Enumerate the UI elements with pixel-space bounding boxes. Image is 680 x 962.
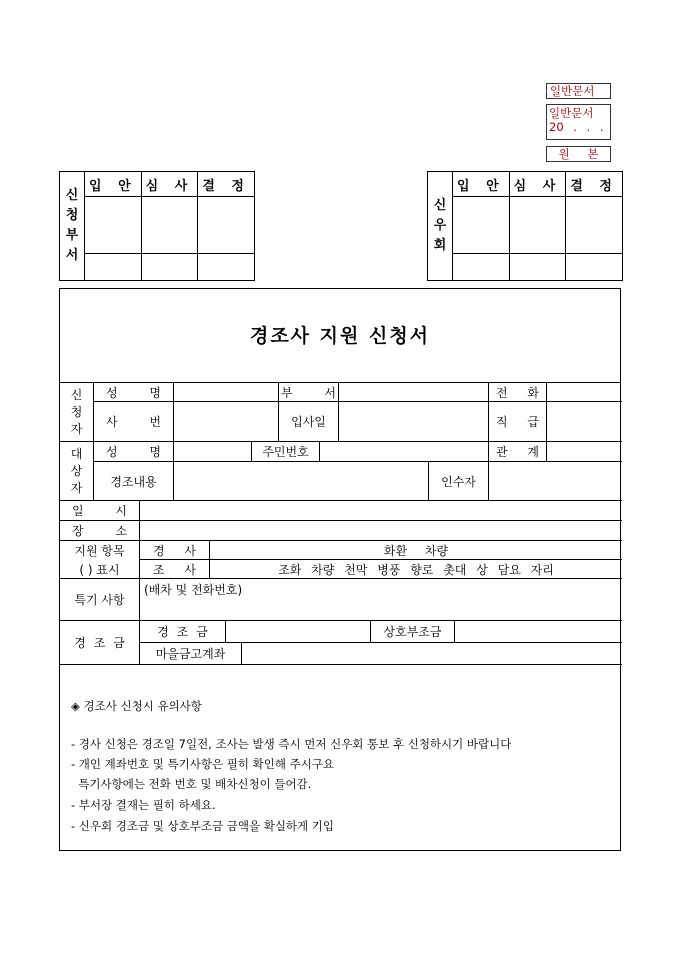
approval-box-fellowship <box>427 171 623 281</box>
applicant-position-field[interactable] <box>547 402 622 442</box>
approval-date-cell[interactable] <box>85 254 142 281</box>
original-stamp: 원 본 <box>546 146 611 162</box>
support-items-label: 지원 항목 <box>60 541 140 560</box>
target-receiver-label: 인수자 <box>429 462 489 501</box>
support-celebration-label: 경 사 <box>140 541 210 560</box>
target-receiver-field[interactable] <box>489 462 622 501</box>
approval-date-cell[interactable] <box>453 254 510 281</box>
general-doc-stamp-2: 일반문서 <box>549 106 594 120</box>
applicant-dept-label: 부 서 <box>279 383 339 402</box>
approval-side-label: 신 청 부 서 <box>60 172 85 281</box>
special-notes-hint: (배차 및 전화번호) <box>144 583 243 597</box>
note-line: - 개인 계좌번호 및 특기사항은 필히 확인해 주시구요 <box>71 757 335 771</box>
applicant-name-label: 성 명 <box>94 383 174 402</box>
target-relation-label: 관 계 <box>489 442 547 462</box>
target-relation-field[interactable] <box>547 442 622 462</box>
approval-sign-cell[interactable] <box>509 197 566 254</box>
mutual-aid-field[interactable] <box>455 621 622 643</box>
support-condolence-items[interactable]: 조화 차량 천막 병풍 향로 촛대 상 담요 자리 <box>210 560 622 579</box>
doc-date-stamp <box>546 104 611 140</box>
approval-header-draft: 입 안 <box>453 172 510 197</box>
approval-sign-cell[interactable] <box>566 197 623 254</box>
application-form <box>59 288 621 851</box>
approval-sign-cell[interactable] <box>453 197 510 254</box>
applicant-phone-label: 전 화 <box>489 383 547 402</box>
mutual-aid-label: 상호부조금 <box>371 621 455 643</box>
money-amount-label: 경 조 금 <box>140 621 226 643</box>
note-line: 특기사항에는 전화 번호 및 배차신청이 들어감. <box>71 777 312 791</box>
account-field[interactable] <box>242 643 622 665</box>
notes-section <box>60 676 620 852</box>
approval-sign-cell[interactable] <box>198 197 255 254</box>
general-doc-stamp: 일반문서 <box>546 83 611 99</box>
approval-header-draft: 입 안 <box>85 172 142 197</box>
place-label: 장 소 <box>60 521 140 541</box>
approval-date-cell[interactable] <box>198 254 255 281</box>
approval-header-review: 심 사 <box>141 172 198 197</box>
approval-date-cell[interactable] <box>141 254 198 281</box>
money-amount-field[interactable] <box>226 621 371 643</box>
note-line: - 부서장 결재는 필히 하세요. <box>71 798 216 812</box>
stamp-date: 20 . . . <box>549 120 604 134</box>
target-content-field[interactable] <box>174 462 429 501</box>
approval-header-decision: 결 정 <box>198 172 255 197</box>
applicant-joindate-label: 입사일 <box>279 402 339 442</box>
applicant-dept-field[interactable] <box>339 383 489 402</box>
target-content-label: 경조내용 <box>94 462 174 501</box>
applicant-empno-field[interactable] <box>174 402 279 442</box>
approval-sign-cell[interactable] <box>141 197 198 254</box>
account-label: 마을금고계좌 <box>140 643 242 665</box>
support-mark-label: ( ) 표시 <box>60 560 140 579</box>
datetime-field[interactable] <box>140 501 622 521</box>
applicant-joindate-field[interactable] <box>339 402 489 442</box>
target-name-field[interactable] <box>174 442 252 462</box>
approval-date-cell[interactable] <box>566 254 623 281</box>
approval-header-review: 심 사 <box>509 172 566 197</box>
approval-side-label: 신 우 회 <box>428 172 453 281</box>
support-condolence-label: 조 사 <box>140 560 210 579</box>
special-notes-label: 특기 사항 <box>60 579 140 621</box>
form-title: 경조사 지원 신청서 <box>60 289 620 383</box>
applicant-phone-field[interactable] <box>547 383 622 402</box>
place-field[interactable] <box>140 521 622 541</box>
approval-sign-cell[interactable] <box>85 197 142 254</box>
notes-heading: ◈ 경조사 신청시 유의사항 <box>71 699 202 713</box>
approval-header-decision: 결 정 <box>566 172 623 197</box>
applicant-empno-label: 사 번 <box>94 402 174 442</box>
applicant-label: 신 청 자 <box>60 383 94 442</box>
money-label: 경 조 금 <box>60 621 140 665</box>
approval-box-requesting-dept <box>59 171 255 281</box>
special-notes-field[interactable] <box>140 579 622 621</box>
note-line: - 경사 신청은 경조일 7일전, 조사는 발생 즉시 먼저 신우회 통보 후 신청하시기 바랍니다 <box>71 737 512 751</box>
target-name-label: 성 명 <box>94 442 174 462</box>
applicant-name-field[interactable] <box>174 383 279 402</box>
support-celebration-items[interactable]: 화환 차량 <box>210 541 622 560</box>
datetime-label: 일 시 <box>60 501 140 521</box>
target-resident-no-field[interactable] <box>320 442 489 462</box>
applicant-position-label: 직 급 <box>489 402 547 442</box>
target-label: 대 상 자 <box>60 442 94 501</box>
target-resident-no-label: 주민번호 <box>252 442 320 462</box>
note-line: - 신우회 경조금 및 상호부조금 금액을 확실하게 기입 <box>71 819 335 833</box>
approval-date-cell[interactable] <box>509 254 566 281</box>
